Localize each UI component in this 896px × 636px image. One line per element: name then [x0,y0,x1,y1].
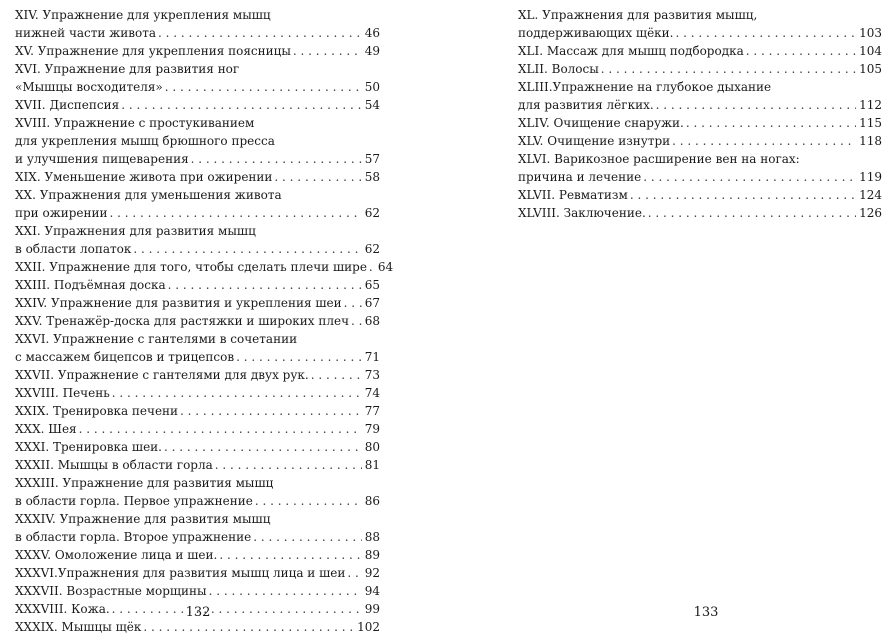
toc-entry-title-line: XXV. Тренажёр-доска для растяжки и широких плеч [15,314,350,328]
toc-entry-page-number: 46 [364,26,380,40]
toc-entry-page-number: 99 [364,602,380,616]
toc-entry-page-number: 54 [364,98,380,112]
toc-entry-line [15,78,380,96]
dot-leader [672,132,856,150]
toc-entry-line [518,204,882,222]
toc-entry-page-number: 67 [364,296,380,310]
toc-entry [518,186,882,204]
toc-entry-title-line: XXXIV. Упражнение для развития мышц [15,512,271,526]
toc-entry-line [15,204,380,222]
toc-entry [15,582,380,600]
dot-leader [121,96,362,114]
toc-entry-title-line: XVIII. Упражнение с простукиванием [15,116,255,130]
dot-leader [112,600,362,618]
right-page [448,0,896,634]
toc-entry-title-line: XXXIX. Мышцы щёк [15,620,142,634]
toc-entry-title-line: XXVII. Упражнение с гантелями для двух рук. [15,368,309,382]
dot-leader [215,456,362,474]
toc-entry-title-line: XXX. Шея [15,422,77,436]
toc-entry-page-number: 124 [859,188,882,202]
toc-entry [15,186,380,222]
toc-entry-title-line: XLVIII. Заключение. [518,206,646,220]
toc-entry-title-line: XLI. Массаж для мышц подбородка [518,44,744,58]
toc-entry-page-number: 92 [364,566,380,580]
toc-entry-line [518,60,882,78]
toc-entry [15,564,380,582]
toc-entry [15,420,380,438]
toc-entry [15,510,380,546]
toc-entry-page-number: 68 [364,314,380,328]
toc-entry-page-number: 80 [364,440,380,454]
dot-leader [236,348,362,366]
toc-entry-page-number: 58 [364,170,380,184]
toc-entry [518,78,882,114]
toc-entry [15,6,380,42]
toc-entry-title-line: XLII. Волосы [518,62,599,76]
toc-entry [518,6,882,42]
toc-entry-line [15,240,380,258]
dot-leader [686,114,856,132]
toc-entry-title-line: XLIII.Упражнение на глубокое дыхание [518,80,772,94]
toc-entry-line [518,114,882,132]
toc-entry-page-number: 119 [859,170,882,184]
toc-entry-page-number: 102 [357,620,380,634]
toc-entry [15,42,380,60]
dot-leader [191,150,362,168]
toc-entry-title-line: XV. Упражнение для укрепления поясницы [15,44,291,58]
toc-entry-line [15,150,380,168]
toc-entry-title-line: нижней части живота [15,26,157,40]
dot-leader [675,24,856,42]
dot-leader [648,204,856,222]
toc-entry-line [15,456,380,474]
toc-entry-title-line: XL. Упражнения для развития мышц, [518,8,758,22]
toc-entry-line [518,132,882,150]
toc-entry-title-line: в области горла. Первое упражнение [15,494,253,508]
dot-leader [347,564,361,582]
toc-entry-title-line: XXXVIII. Кожа. [15,602,110,616]
toc-entry [518,114,882,132]
toc-entry-page-number: 62 [364,242,380,256]
toc-entry-page-number: 77 [364,404,380,418]
dot-leader [158,24,362,42]
toc-entry-title-line: и улучшения пищеварения [15,152,189,166]
toc-entry [518,204,882,222]
toc-entry [15,330,380,366]
toc-entry-title-line: «Мышцы восходителя» [15,80,163,94]
toc-entry [15,474,380,510]
dot-leader [219,546,361,564]
toc-entry-line [15,438,380,456]
toc-entry-title-line: XIV. Упражнение для укрепления мышц [15,8,271,22]
toc-entry-page-number: 79 [364,422,380,436]
toc-entry-page-number: 94 [364,584,380,598]
toc-entry-title-line: XXI. Упражнения для развития мышц [15,224,256,238]
dot-leader [630,186,856,204]
toc-entry [15,366,380,384]
dot-leader [369,258,375,276]
toc-entry-page-number: 64 [377,260,394,274]
toc-entry-page-number: 105 [859,62,882,76]
dot-leader [255,492,362,510]
toc-entry-page-number: 71 [364,350,380,364]
toc-entry-line [15,312,380,330]
toc-entry-title-line: XXVI. Упражнение с гантелями в сочетании [15,332,298,346]
toc-entry-title-line: XLVII. Ревматизм [518,188,628,202]
toc-entry-title-line: XXXV. Омоложение лица и шеи. [15,548,218,562]
toc-entry-page-number: 73 [364,368,380,382]
toc-entry [15,258,394,276]
dot-leader [253,528,362,546]
toc-entry-line [518,186,882,204]
toc-entry-line [15,402,380,420]
dot-leader [112,384,362,402]
toc-entry-page-number: 57 [364,152,380,166]
toc-entry-title-line: XLIV. Очищение снаружи. [518,116,684,130]
toc-entry-title-line: XVI. Упражнение для развития ног [15,62,240,76]
dot-leader [180,402,362,420]
toc-entry-title-line: XXXIII. Упражнение для развития мышц [15,476,274,490]
toc-entry-title-line: XX. Упражнения для уменьшения живота [15,188,282,202]
page-number-right: 133 [693,605,719,620]
toc-entry-line [15,42,380,60]
toc-entry-page-number: 118 [859,134,882,148]
dot-leader [344,294,362,312]
toc-entry-page-number: 50 [364,80,380,94]
toc-entry [15,456,380,474]
toc-entry-title-line: XXXII. Мышцы в области горла [15,458,213,472]
dot-leader [164,438,362,456]
toc-entry-line [15,24,380,42]
toc-entry-line [15,528,380,546]
table-of-contents-left [15,6,394,636]
toc-entry-title-line: XXIII. Подъёмная доска [15,278,166,292]
toc-entry-title-line: XXVIII. Печень [15,386,110,400]
page-number-left: 132 [185,605,211,620]
toc-entry-line [15,258,394,276]
dot-leader [133,240,361,258]
toc-entry-line [15,582,380,600]
dot-leader [79,420,362,438]
toc-entry-line [518,42,882,60]
toc-entry-line [15,492,380,510]
toc-entry [15,312,380,330]
dot-leader [656,96,856,114]
toc-entry-title-line: XLVI. Варикозное расширение вен на ногах: [518,152,800,166]
toc-entry-title-line: XLV. Очищение изнутри [518,134,671,148]
toc-entry-title-line: XXXVI.Упражнения для развития мышц лица и шеи [15,566,346,580]
toc-entry-title-line: для развития лёгких. [518,98,654,112]
dot-leader [168,276,362,294]
toc-entry-line [15,366,380,384]
dot-leader [110,204,362,222]
toc-entry-page-number: 104 [859,44,882,58]
toc-entry [15,384,380,402]
toc-entry-line [15,168,380,186]
toc-entry [15,438,380,456]
toc-entry-page-number: 81 [364,458,380,472]
toc-entry-title-line: XIX. Уменьшение живота при ожирении [15,170,273,184]
toc-entry [518,60,882,78]
toc-entry [15,96,380,114]
toc-entry [15,60,380,96]
table-of-contents-right [518,6,882,222]
toc-entry [15,276,380,294]
toc-entry-page-number: 103 [859,26,882,40]
toc-entry-line [518,168,882,186]
toc-entry [15,294,380,312]
left-page [0,0,448,634]
dot-leader [311,366,362,384]
toc-entry [518,132,882,150]
dot-leader [209,582,362,600]
toc-entry-page-number: 126 [859,206,882,220]
dot-leader [643,168,856,186]
toc-entry-line [518,96,882,114]
toc-entry [15,546,380,564]
toc-entry-page-number: 86 [364,494,380,508]
toc-entry-title-line: с массажем бицепсов и трицепсов [15,350,235,364]
toc-entry-title-line: XXIX. Тренировка печени [15,404,179,418]
toc-entry-title-line: причина и лечение [518,170,642,184]
toc-entry-title-line: XXXVII. Возрастные морщины [15,584,207,598]
dot-leader [274,168,361,186]
toc-entry-title-line: при ожирении [15,206,108,220]
toc-entry-title-line: в области лопаток [15,242,132,256]
toc-entry-page-number: 88 [364,530,380,544]
toc-entry [518,150,882,186]
toc-entry [15,168,380,186]
toc-entry-page-number: 89 [364,548,380,562]
dot-leader [165,78,362,96]
toc-entry-line [15,96,380,114]
dot-leader [293,42,362,60]
toc-entry-page-number: 62 [364,206,380,220]
toc-entry-line [15,564,380,582]
toc-entry-line [15,384,380,402]
toc-entry [518,42,882,60]
toc-entry-title-line: XXII. Упражнение для того, чтобы сделать плечи шире [15,260,367,274]
toc-entry-title-line: XXIV. Упражнение для развития и укрепления шеи [15,296,342,310]
toc-entry-line [15,546,380,564]
toc-entry-title-line: XXXI. Тренировка шеи. [15,440,162,454]
toc-entry [15,222,380,258]
toc-entry-line [15,276,380,294]
toc-entry-title-line: для укрепления мышц брюшного пресса [15,134,275,148]
dot-leader [351,312,362,330]
toc-entry-page-number: 74 [364,386,380,400]
toc-entry [15,114,380,168]
dot-leader [601,60,856,78]
toc-entry-line [15,294,380,312]
toc-entry-line [15,348,380,366]
toc-entry-page-number: 112 [859,98,882,112]
dot-leader [746,42,856,60]
toc-entry-line [518,24,882,42]
toc-entry-title-line: XVII. Диспепсия [15,98,120,112]
toc-entry-title-line: поддерживающих щёки. [518,26,674,40]
toc-entry-page-number: 49 [364,44,380,58]
toc-entry-line [15,420,380,438]
toc-entry-page-number: 115 [859,116,882,130]
toc-entry-title-line: в области горла. Второе упражнение [15,530,252,544]
toc-entry [15,402,380,420]
toc-entry-page-number: 65 [364,278,380,292]
